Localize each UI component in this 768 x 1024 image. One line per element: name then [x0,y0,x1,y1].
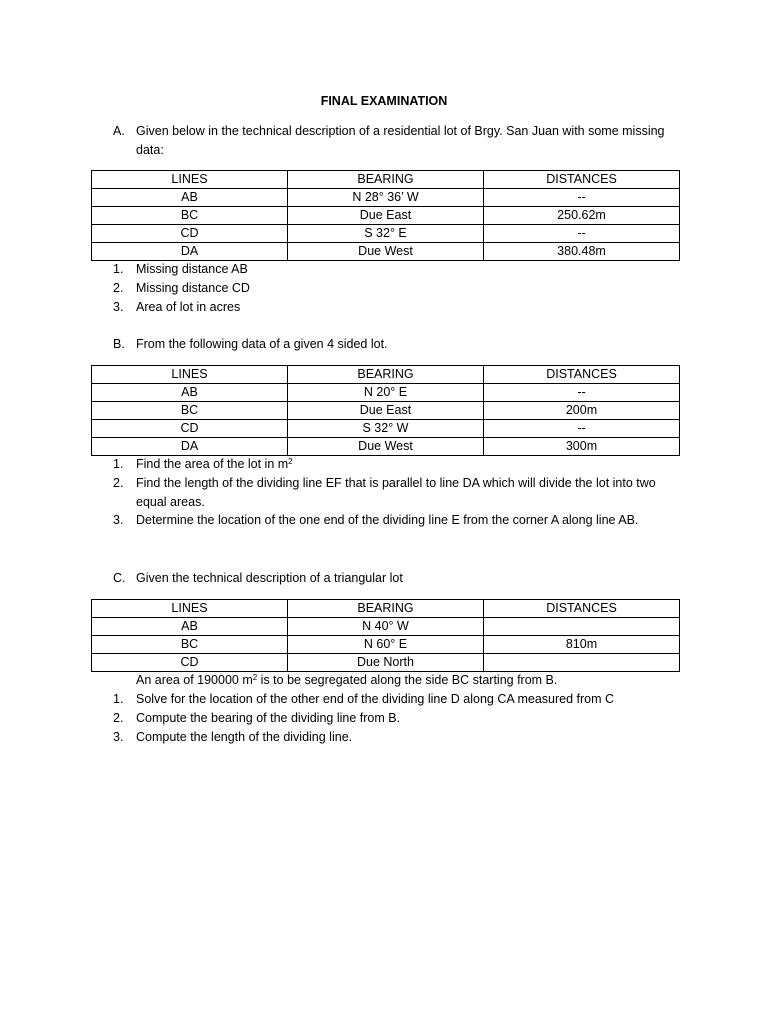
section-c-item-number: 1. [113,692,124,706]
cell-line: AB [92,189,288,207]
column-header-lines: LINES [92,171,288,189]
cell-bearing: N 20° E [288,384,484,402]
section-c-table [91,599,680,672]
cell-distance: 200m [484,402,680,420]
section-b-item [136,457,293,471]
table-row [92,420,680,438]
section-a-table [91,170,680,261]
section-c-item: Compute the bearing of the dividing line from B. [136,711,401,725]
exam-title: FINAL EXAMINATION [320,94,448,108]
column-header-lines: LINES [92,600,288,618]
cell-bearing: N 28° 36’ W [288,189,484,207]
column-header-distances: DISTANCES [484,600,680,618]
section-b-item-text: Find the area of the lot in m [136,457,289,471]
column-header-bearing: BEARING [288,366,484,384]
cell-distance: -- [484,420,680,438]
cell-distance: 380.48m [484,243,680,261]
section-c-letter: C. [113,571,126,585]
table-row [92,207,680,225]
cell-bearing: S 32° W [288,420,484,438]
section-a-item: Missing distance AB [136,262,248,276]
cell-line: DA [92,243,288,261]
table-row [92,654,680,672]
cell-line: BC [92,636,288,654]
table-row [92,189,680,207]
table-header-row [92,600,680,618]
cell-line: BC [92,402,288,420]
cell-distance [484,654,680,672]
section-a-intro: Given below in the technical description of a residential lot of Brgy. San Juan with some missing [136,124,665,138]
section-b-item-number: 2. [113,476,124,490]
table-header-row [92,171,680,189]
cell-line: BC [92,207,288,225]
section-c-item-number: 2. [113,711,124,725]
section-a-item-number: 3. [113,300,124,314]
cell-distance: 810m [484,636,680,654]
superscript: 2 [288,457,293,466]
column-header-distances: DISTANCES [484,366,680,384]
cell-bearing: N 60° E [288,636,484,654]
cell-distance: -- [484,225,680,243]
table-row [92,402,680,420]
section-a-item: Area of lot in acres [136,300,241,314]
section-b-letter: B. [113,337,125,351]
table-row [92,618,680,636]
column-header-bearing: BEARING [288,600,484,618]
section-b-item: Find the length of the dividing line EF that is parallel to line DA which will divide the lot into two [136,476,656,490]
cell-bearing: Due West [288,438,484,456]
cell-line: AB [92,618,288,636]
cell-bearing: Due North [288,654,484,672]
section-a-intro-cont: data: [136,143,164,157]
cell-bearing: Due East [288,402,484,420]
cell-line: CD [92,654,288,672]
section-c-item-number: 3. [113,730,124,744]
section-b-item: Determine the location of the one end of the dividing line E from the corner A along line AB. [136,513,639,527]
table-row [92,225,680,243]
cell-bearing: S 32° E [288,225,484,243]
cell-distance [484,618,680,636]
section-b-intro: From the following data of a given 4 sided lot. [136,337,388,351]
cell-distance: -- [484,384,680,402]
section-a-letter: A. [113,124,125,138]
section-b-item-number: 1. [113,457,124,471]
section-c-note-prefix: An area of 190000 m [136,673,253,687]
section-b-item-cont: equal areas. [136,495,205,509]
table-header-row [92,366,680,384]
cell-bearing: N 40° W [288,618,484,636]
cell-line: AB [92,384,288,402]
cell-distance: -- [484,189,680,207]
cell-bearing: Due East [288,207,484,225]
section-c-note-suffix: is to be segregated along the side BC starting from B. [257,673,558,687]
section-b-table [91,365,680,456]
section-b-item-number: 3. [113,513,124,527]
section-a-item: Missing distance CD [136,281,250,295]
column-header-distances: DISTANCES [484,171,680,189]
column-header-lines: LINES [92,366,288,384]
section-c-intro: Given the technical description of a triangular lot [136,571,403,585]
cell-bearing: Due West [288,243,484,261]
section-a-item-number: 2. [113,281,124,295]
table-row [92,438,680,456]
section-c-item: Solve for the location of the other end of the dividing line D along CA measured from C [136,692,615,706]
cell-line: CD [92,420,288,438]
table-row [92,384,680,402]
cell-line: DA [92,438,288,456]
table-row [92,636,680,654]
cell-line: CD [92,225,288,243]
section-c-note [136,673,557,687]
cell-distance: 250.62m [484,207,680,225]
section-c-item: Compute the length of the dividing line. [136,730,353,744]
cell-distance: 300m [484,438,680,456]
column-header-bearing: BEARING [288,171,484,189]
table-row [92,243,680,261]
superscript: 2 [252,673,258,682]
section-a-item-number: 1. [113,262,124,276]
